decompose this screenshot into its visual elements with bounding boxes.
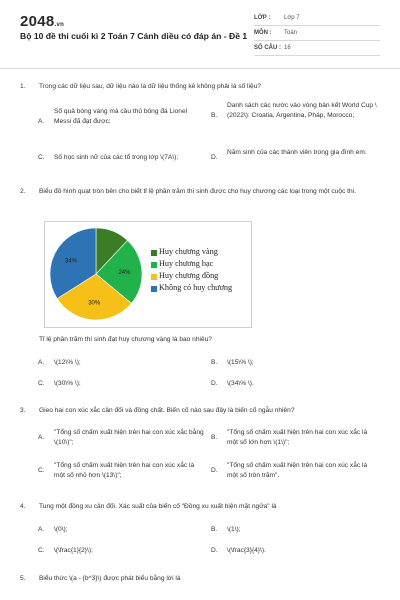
- meta-key: LỚP :: [254, 15, 271, 21]
- meta-value: Toán: [284, 30, 298, 36]
- option-label: C.: [38, 154, 45, 161]
- option-text: \(0\);: [54, 526, 68, 533]
- meta-value: 16: [284, 45, 291, 51]
- legend-item-bronze: Huy chương đồng: [159, 271, 219, 280]
- legend-item-gold: Huy chương vàng: [159, 247, 218, 256]
- option-label: A.: [38, 359, 45, 366]
- legend-swatch: [151, 274, 157, 280]
- question-text: Trong các dữ liệu sau, dữ liệu nào là dữ liệu thống kê không phải là số liệu?: [39, 83, 261, 90]
- pie-chart: [44, 221, 252, 328]
- question-text: Tung một đồng xu cân đối. Xác suất của biến cố "Đồng xu xuất hiện mặt ngửa" là: [39, 503, 277, 510]
- option-label: D.: [211, 547, 218, 554]
- option-text: Năm sinh của các thành viên trong gia đình em.: [227, 149, 367, 156]
- question-number: 3.: [20, 407, 26, 414]
- option-text: "Tổng số chấm xuất hiện trên hai con xúc xắc là một số lớn hơn \(1\)";: [227, 429, 368, 446]
- option-label: B.: [211, 112, 218, 119]
- question-number: 5.: [20, 575, 26, 582]
- page-title: Bộ 10 đề thi cuối kì 2 Toán 7 Cánh diều có đáp án - Đề 1: [20, 31, 248, 41]
- meta-row-subject: [254, 26, 380, 41]
- meta-row-count: [254, 41, 380, 56]
- option-label: B.: [211, 359, 218, 366]
- option-label: B.: [211, 526, 218, 533]
- option-text: "Tổng số chấm xuất hiện trên hai con xúc xắc là một số nhỏ hơn \(13\)";: [54, 462, 195, 479]
- meta-row-class: [254, 11, 380, 26]
- option-label: D.: [211, 380, 218, 387]
- option-text: "Tổng số chấm xuất hiện trên hai con xúc xắc là một số tròn trăm".: [227, 462, 368, 479]
- option-text: \(34\% \).: [227, 380, 254, 387]
- question-number: 2.: [20, 188, 26, 195]
- option-label: C.: [38, 380, 45, 387]
- pie-chart-svg: [45, 222, 251, 327]
- question-text: Gieo hai con xúc xắc cân đối và đồng chất. Biến cố nào sau đây là biến cố ngẫu nhiên?: [39, 407, 295, 414]
- question-number: 1.: [20, 83, 26, 90]
- option-text: \(\frac{1}{2}\);: [54, 547, 93, 554]
- page-header: [0, 0, 400, 69]
- question-number: 4.: [20, 503, 26, 510]
- question-subtext: Tỉ lệ phần trăm thí sinh đạt huy chương vàng là bao nhiêu?: [39, 336, 212, 343]
- pie-data-label: 24%: [118, 270, 131, 277]
- option-label: D.: [211, 154, 218, 161]
- option-label: C.: [38, 467, 45, 474]
- option-text: Danh sách các nước vào vòng bán kết World Cup \(2022\): Croatia, Argentina, Pháp, Morocco;: [227, 102, 377, 119]
- legend-swatch: [151, 250, 157, 256]
- option-text: \(\frac{3}{4}\).: [227, 547, 266, 554]
- legend-item-silver: Huy chương bạc: [159, 259, 214, 268]
- option-text: \(1\);: [227, 526, 241, 533]
- logo-suffix: .vn: [54, 22, 65, 28]
- option-label: C.: [38, 547, 45, 554]
- option-label: A.: [38, 434, 45, 441]
- meta-value: Lớp 7: [284, 15, 300, 21]
- site-logo[interactable]: [20, 13, 64, 30]
- meta-key: SỐ CÂU :: [254, 45, 281, 51]
- option-label: B.: [211, 434, 218, 441]
- legend-swatch: [151, 262, 157, 268]
- pie-data-label: 30%: [88, 300, 101, 307]
- legend-item-none: Không có huy chương: [159, 283, 233, 292]
- option-text: \(12\% \);: [54, 359, 81, 366]
- meta-key: MÔN :: [254, 30, 272, 36]
- option-text: Số quả bóng vàng mà cầu thủ bóng đá Lionel Messi đã đạt được;: [54, 108, 188, 125]
- option-text: \(15\% \);: [227, 359, 254, 366]
- option-text: \(30\% \);: [54, 380, 81, 387]
- option-text: Số học sinh nữ của các tổ trong lớp \(7A\);: [54, 154, 179, 161]
- question-text: Biểu đồ hình quạt tròn bên cho biết tỉ lệ phần trăm thí sinh được cho huy chương các loại trong một cuộc thi.: [39, 188, 356, 195]
- option-text: "Tổng số chấm xuất hiện trên hai con xúc xắc bằng \(10\)";: [54, 429, 204, 446]
- logo-text: 2048: [20, 13, 55, 30]
- pie-data-label: 34%: [64, 258, 78, 265]
- option-label: D.: [211, 467, 218, 474]
- legend-swatch: [151, 286, 157, 292]
- option-label: A.: [38, 118, 45, 125]
- meta-table: [254, 11, 380, 56]
- question-text: Biểu thức \(a - {b^3}\) được phát biểu bằng lời là: [39, 575, 181, 582]
- option-label: A.: [38, 526, 45, 533]
